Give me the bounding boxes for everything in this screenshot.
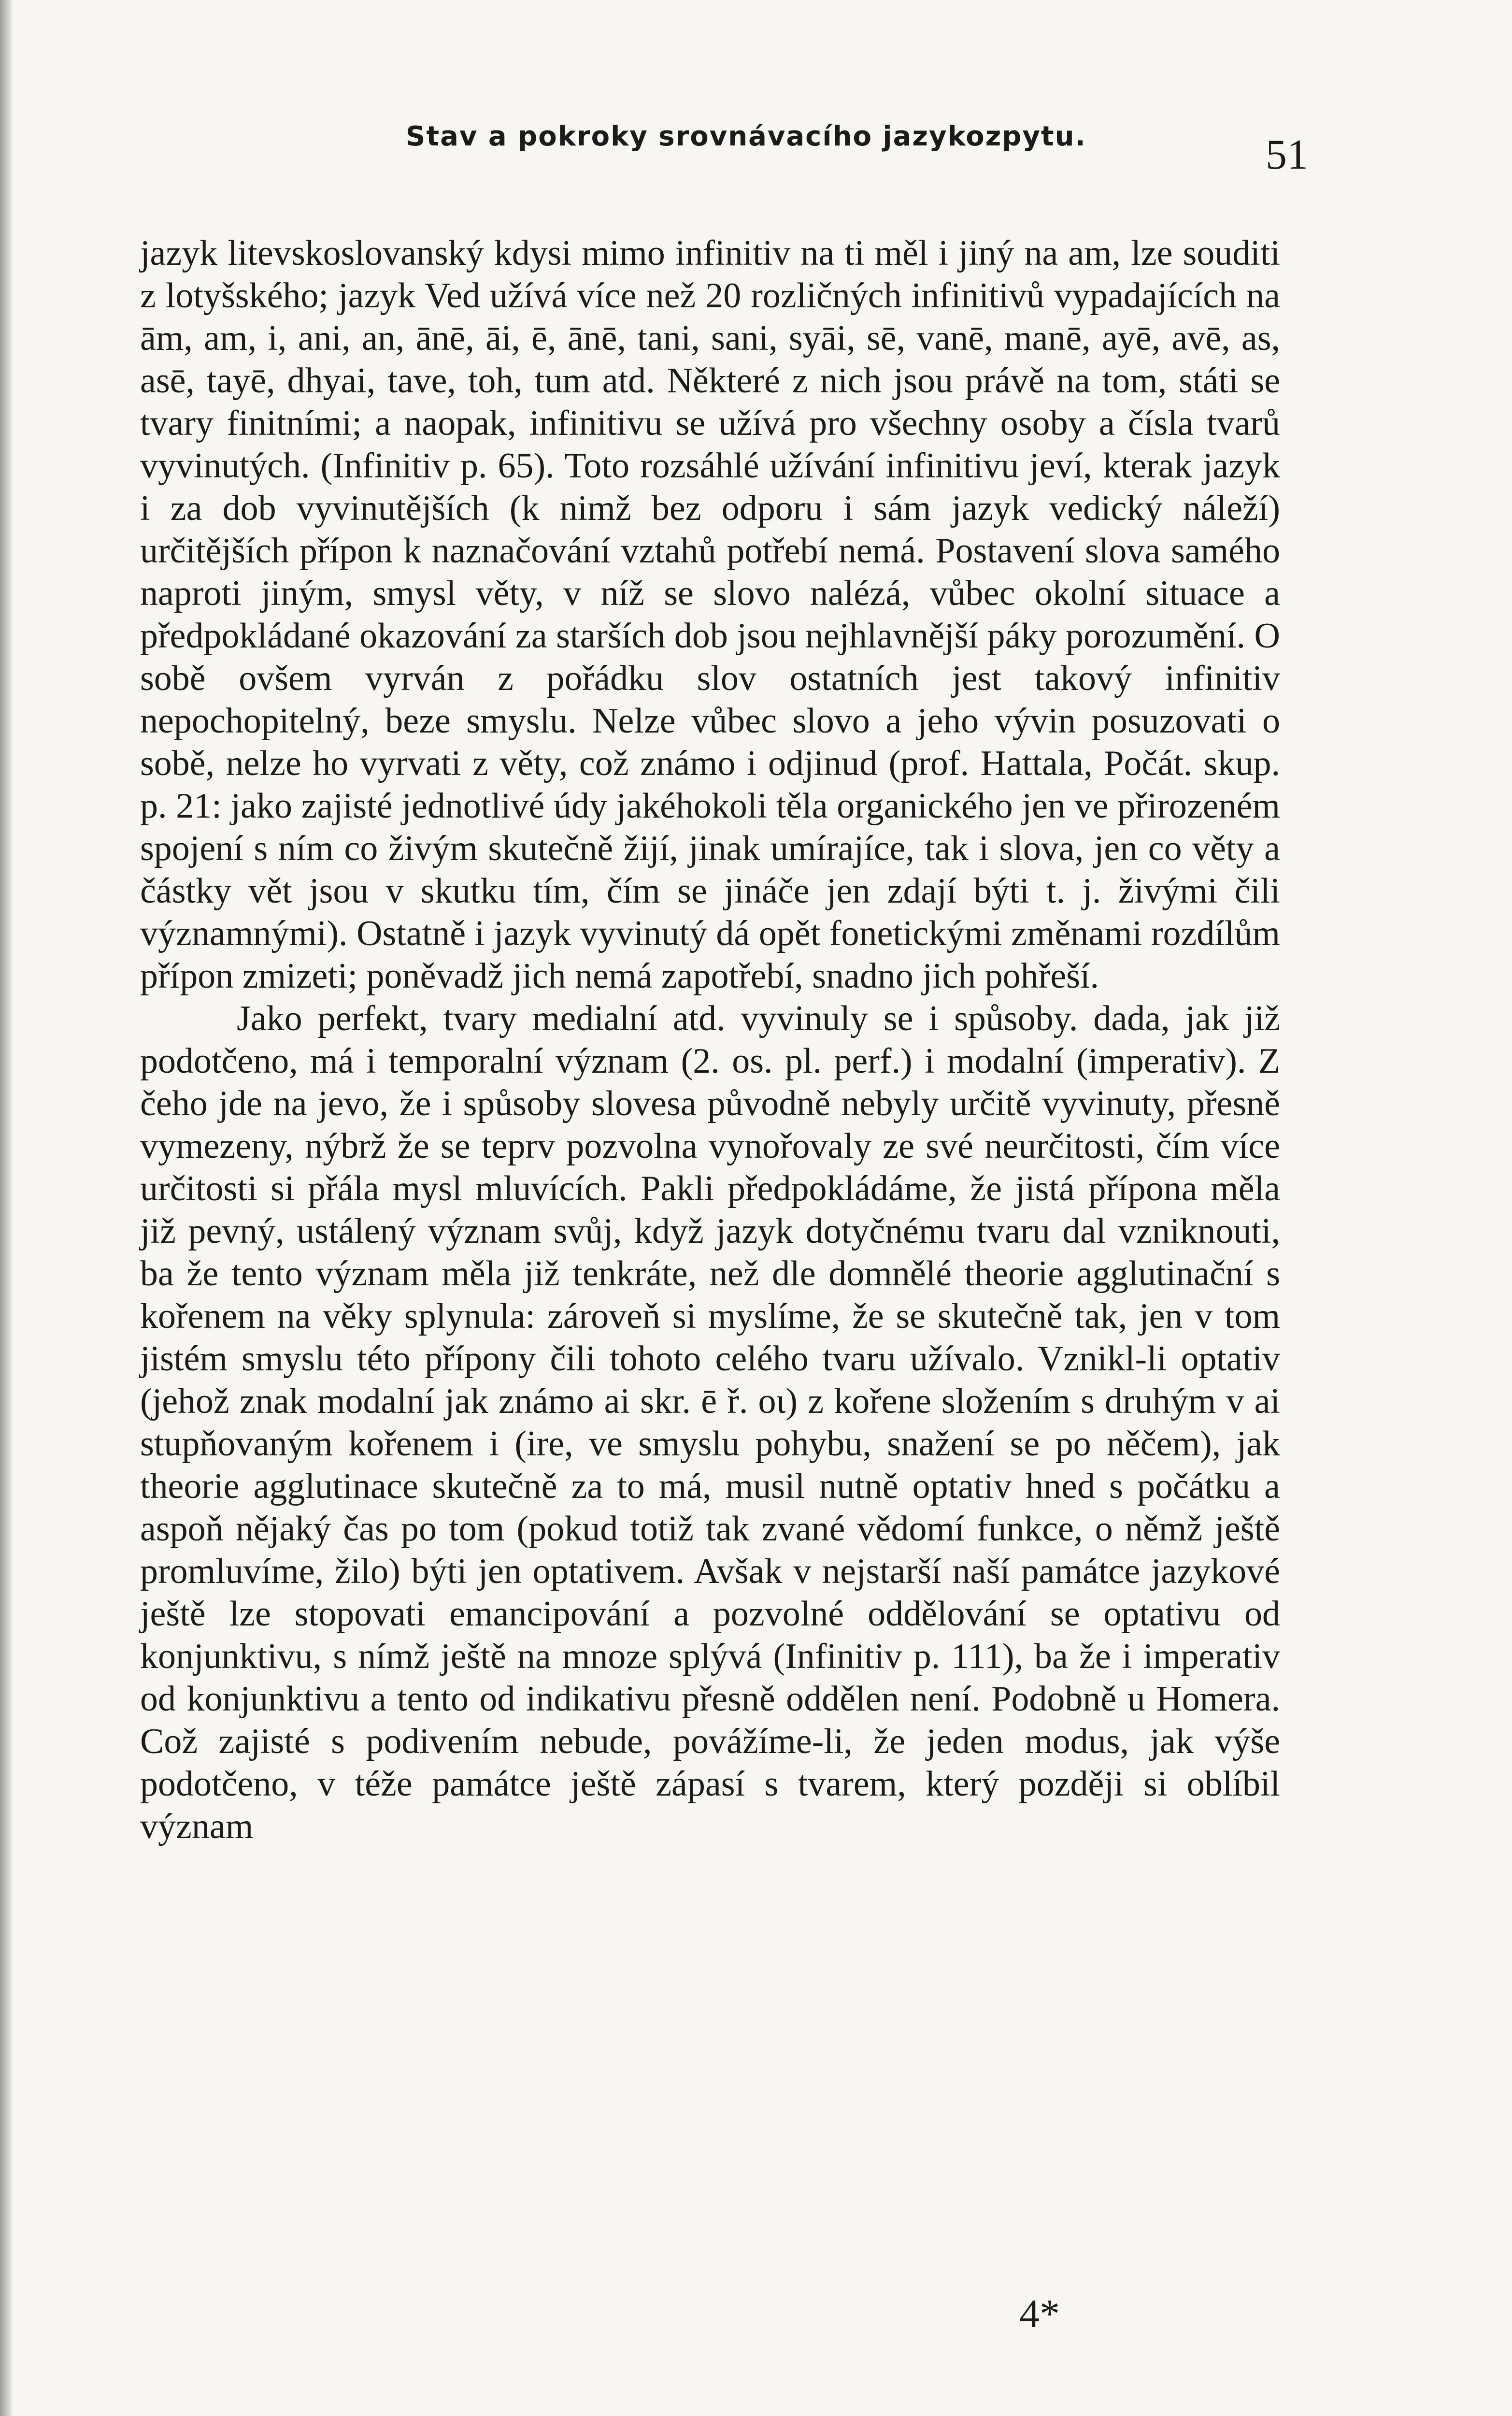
page-number: 51 xyxy=(1266,131,1308,178)
body-text xyxy=(140,232,1280,1848)
signature-mark: 4* xyxy=(1019,2291,1060,2336)
page-edge-shadow xyxy=(0,0,14,2416)
running-header: Stav a pokroky srovnávacího jazykozpytu. xyxy=(406,121,1086,152)
paragraph-1: jazyk litevskoslovanský kdysi mimo infinitiv na ti měl i jiný na am, lze souditi z lotyšského; jazyk Ved užívá více než 20 rozličných infinitivů vypadajících na ām, am, i, ani, an, ānē, āi, ē, ānē, tani, sani, syāi, sē, vanē, manē, ayē, avē, as, asē, tayē, dhyai, tave, toh, tum atd. Některé z nich jsou právě na tom, státi se tvary finitními; a naopak, infinitivu se užívá pro všechny osoby a čísla tvarů vyvinutých. (Infinitiv p. 65). Toto rozsáhlé užívání infinitivu jeví, kterak jazyk i za dob vyvinutějších (k nimž bez odporu i sám jazyk vedický náleží) určitějších přípon k naznačování vztahů potřebí nemá. Postavení slova samého naproti jiným, smysl věty, v níž se slovo nalézá, vůbec okolní situace a předpokládané okazování za starších dob jsou nejhlavnější páky porozumění. O sobě ovšem vyrván z pořádku slov ostatních jest takový infinitiv nepochopitelný, beze smyslu. Nelze vůbec slovo a jeho vývin posuzovati o sobě, nelze ho vyrvati z věty, což známo i odjinud (prof. Hattala, Počát. skup. p. 21: jako zajisté jednotlivé údy jakéhokoli těla organického jen ve přirozeném spojení s ním co živým skutečně žijí, jinak umírajíce, tak i slova, jen co věty a částky vět jsou v skutku tím, čím se jináče jen zdají býti t. j. živými čili významnými). Ostatně i jazyk vyvinutý dá opět fonetickými změnami rozdílům přípon zmizeti; poněvadž jich nemá zapotřebí, snadno jich pohřeší. xyxy=(140,233,1280,996)
paragraph-2: Jako perfekt, tvary medialní atd. vyvinuly se i spůsoby. dada, jak již podotčeno, má i temporalní význam (2. os. pl. perf.) i modalní (imperativ). Z čeho jde na jevo, že i spůsoby slovesa původně nebyly určitě vyvinuty, přesně vymezeny, nýbrž že se teprv pozvolna vynořovaly ze své neurčitosti, čím více určitosti si přála mysl mluvících. Pakli předpokládáme, že jistá přípona měla již pevný, ustálený význam svůj, když jazyk dotyčnému tvaru dal vzniknouti, ba že tento význam měla již tenkráte, než dle domnělé theorie agglutinační s kořenem na věky splynula: zároveň si myslíme, že se skutečně tak, jen v tom jistém smyslu této přípony čili tohoto celého tvaru užívalo. Vznikl-li optativ (jehož znak modalní jak známo ai skr. ē ř. οι) z kořene složením s druhým v ai stupňovaným kořenem i (ire, ve smyslu pohybu, snažení se po něčem), jak theorie agglutinace skutečně za to má, musil nutně optativ hned s počátku a aspoň nějaký čas po tom (pokud totiž tak zvané vědomí funkce, o němž ještě promluvíme, žilo) býti jen optativem. Avšak v nejstarší naší památce jazykové ještě lze stopovati emancipování a pozvolné oddělování se optativu od konjunktivu, s nímž ještě na mnoze splývá (Infinitiv p. 111), ba že i imperativ od konjunktivu a tento od indikativu přesně oddělen není. Podobně u Homera. Což zajisté s podivením nebude, povážíme-li, že jeden modus, jak výše podotčeno, v téže památce ještě zápasí s tvarem, který později si oblíbil význam xyxy=(140,999,1280,1846)
